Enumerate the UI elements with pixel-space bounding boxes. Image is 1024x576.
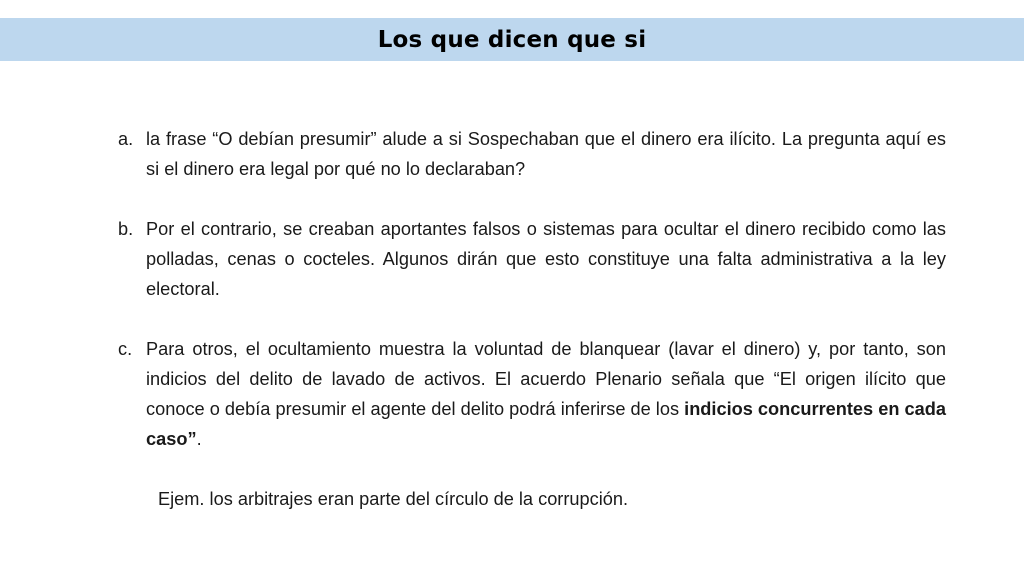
list-marker-c: c. [118,339,133,359]
list-text-c: Para otros, el ocultamiento muestra la voluntad de blanquear (lavar el dinero) y, por tanto, son indicios del delito de lavado de activos. El acuerdo Plenario señala que “El origen ilícito que conoce o debía presumir el agente del delito podrá inferirse de los [146,339,946,419]
list-marker-a: a. [118,129,134,149]
content-body [118,124,946,514]
list-text-c-bold: indicios concurrentes en cada caso” [146,399,946,449]
list-text-a: la frase “O debían presumir” alude a si Sospechaban que el dinero era ilícito. La pregunta aquí es si el dinero era legal por qué no lo declaraban? [146,129,946,179]
list-item-c [118,334,946,454]
list-item-a [118,124,946,184]
list-text-c-end: . [196,429,202,449]
list-marker-b: b. [118,219,134,239]
slide-title: Los que dicen que si [377,26,647,53]
title-bar [0,18,1024,61]
example-text: Ejem. los arbitrajes eran parte del círculo de la corrupción. [158,489,629,509]
list-item-b [118,214,946,304]
list-text-b: Por el contrario, se creaban aportantes falsos o sistemas para ocultar el dinero recibido como las polladas, cenas o cocteles. Algunos dirán que esto constituye una falta administrativa a la ley electoral. [146,219,946,299]
